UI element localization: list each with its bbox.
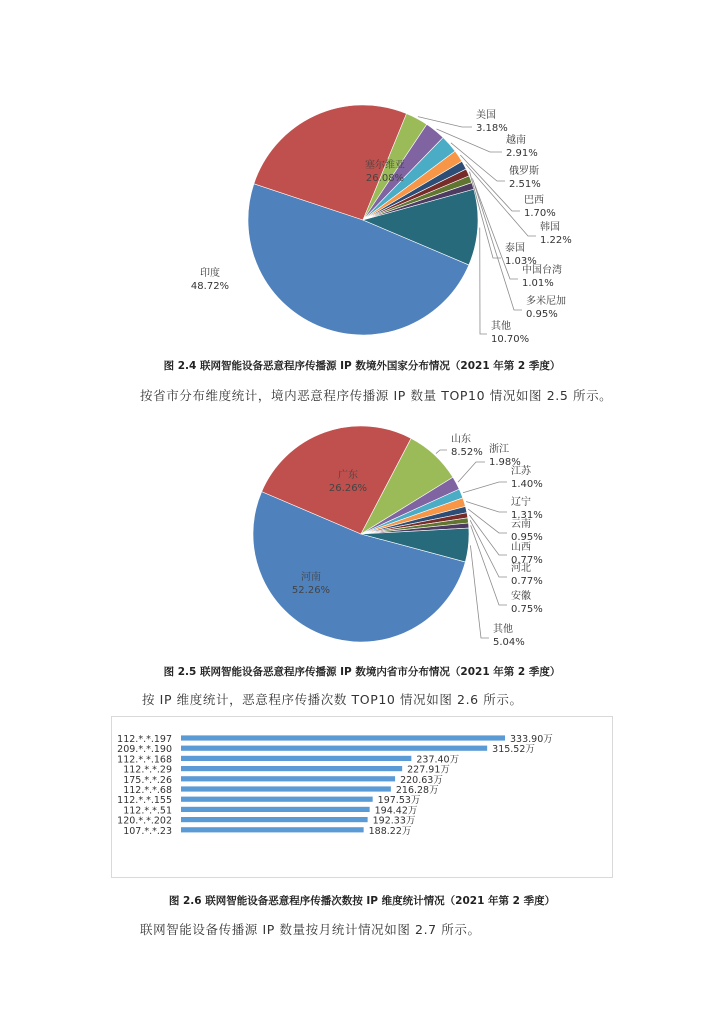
slice-label: 其他 — [493, 624, 513, 635]
slice-label: 巴西 — [524, 195, 544, 206]
bar — [181, 807, 370, 812]
slice-value-label: 0.77% — [511, 576, 543, 587]
leader-line — [470, 545, 489, 638]
bar-value-label: 315.52万 — [492, 744, 535, 756]
bar — [181, 817, 368, 822]
bar — [181, 756, 411, 761]
slice-label: 云南 — [511, 519, 531, 530]
bar-category-label: 112.*.*.155 — [117, 795, 172, 807]
slice-label: 多米尼加 — [526, 296, 566, 307]
leader-line — [469, 515, 507, 555]
bar — [181, 776, 395, 781]
slice-label: 山东 — [451, 434, 471, 445]
bar-value-label: 188.22万 — [368, 825, 412, 837]
bar-value-label: 333.90万 — [510, 734, 553, 745]
leader-line — [463, 482, 507, 493]
slice-label: 安徽 — [511, 591, 531, 602]
slice-value-label: 0.77% — [511, 555, 543, 566]
slice-value-label: 26.26% — [328, 483, 368, 494]
slice-label: 河南 — [301, 572, 321, 583]
bar-chart-ip-dimension — [0, 716, 724, 878]
bar-value-label: 216.28万 — [395, 785, 439, 796]
slice-value-label: 10.70% — [491, 334, 530, 345]
bar — [181, 797, 373, 802]
slice-label: 美国 — [476, 110, 496, 121]
leader-line — [458, 462, 485, 482]
paragraph-1: 按省市分布维度统计，境内恶意程序传播源 IP 数量 TOP10 情况如图 2.5 所示。 — [140, 388, 613, 403]
slice-value-label: 0.75% — [511, 604, 543, 615]
bar-value-label: 227.91万 — [407, 764, 450, 776]
bar-category-label: 112.*.*.29 — [123, 764, 172, 776]
slice-value-label: 5.04% — [493, 637, 525, 648]
bar-value-label: 197.53万 — [377, 795, 421, 807]
leader-line — [436, 450, 447, 454]
slice-value-label: 2.91% — [506, 148, 538, 159]
bar-category-label: 107.*.*.23 — [123, 825, 172, 837]
bar-category-label: 112.*.*.68 — [123, 785, 172, 796]
slice-label: 浙江 — [489, 444, 509, 455]
bar-category-label: 209.*.*.190 — [117, 744, 172, 756]
bar-value-label: 194.42万 — [374, 805, 418, 817]
bar-value-label: 237.40万 — [416, 754, 460, 766]
slice-value-label: 2.51% — [509, 179, 541, 190]
slice-value-label: 1.31% — [511, 510, 543, 521]
slice-value-label: 8.52% — [451, 447, 483, 458]
bar — [181, 786, 391, 791]
bar-category-label: 112.*.*.168 — [117, 754, 172, 766]
bar — [181, 735, 505, 740]
bar — [181, 746, 487, 751]
bar — [181, 827, 364, 832]
figure-caption-2-6: 图 2.6 联网智能设备恶意程序传播次数按 IP 维度统计情况（2021 年第 2 季度） — [168, 895, 556, 907]
slice-value-label: 1.01% — [522, 278, 554, 289]
bar-category-label: 175.*.*.26 — [123, 774, 172, 786]
slice-value-label: 52.26% — [291, 585, 331, 596]
slice-value-label: 1.98% — [489, 457, 521, 468]
slice-label: 韩国 — [540, 222, 560, 233]
bar-category-label: 112.*.*.51 — [123, 805, 172, 817]
slice-label: 越南 — [506, 135, 526, 146]
slice-value-label: 26.08% — [365, 173, 405, 184]
leader-line — [466, 502, 507, 512]
paragraph-3: 联网智能设备传播源 IP 数量按月统计情况如图 2.7 所示。 — [140, 922, 481, 937]
slice-value-label: 1.03% — [505, 256, 537, 267]
slice-label: 俄罗斯 — [509, 166, 539, 177]
leader-line — [470, 520, 507, 577]
figure-caption-2-5: 图 2.5 联网智能设备恶意程序传播源 IP 数境内省市分布情况（2021 年第 2 季度） — [163, 666, 561, 678]
slice-value-label: 0.95% — [526, 309, 558, 320]
slice-label: 山西 — [511, 542, 531, 553]
bar-category-label: 112.*.*.197 — [117, 734, 172, 745]
slice-value-label: 0.95% — [511, 532, 543, 543]
slice-value-label: 48.72% — [190, 281, 230, 292]
bar-category-label: 120.*.*.202 — [117, 815, 172, 827]
bar-value-label: 192.33万 — [372, 815, 416, 827]
slice-label: 江苏 — [511, 466, 531, 477]
pie-chart-foreign-countries — [0, 0, 724, 350]
figure-caption-2-4: 图 2.4 联网智能设备恶意程序传播源 IP 数境外国家分布情况（2021 年第 2 季度） — [163, 360, 561, 372]
pie-chart-domestic-provinces — [0, 410, 724, 660]
slice-label: 广东 — [338, 470, 358, 481]
bar-value-label: 220.63万 — [400, 774, 443, 786]
bar — [181, 766, 402, 771]
slice-label: 塞尔维亚 — [365, 160, 405, 171]
slice-label: 辽宁 — [511, 497, 531, 508]
slice-value-label: 1.40% — [511, 479, 543, 490]
slice-label: 泰国 — [505, 243, 525, 254]
slice-label: 河北 — [511, 563, 531, 574]
leader-line — [480, 228, 487, 334]
paragraph-2: 按 IP 维度统计，恶意程序传播次数 TOP10 情况如图 2.6 所示。 — [142, 692, 523, 707]
slice-value-label: 1.70% — [524, 208, 556, 219]
slice-value-label: 3.18% — [476, 123, 508, 134]
slice-label: 其他 — [491, 321, 511, 332]
slice-label: 印度 — [200, 268, 220, 279]
slice-label: 中国台湾 — [522, 265, 562, 276]
slice-value-label: 1.22% — [540, 235, 572, 246]
